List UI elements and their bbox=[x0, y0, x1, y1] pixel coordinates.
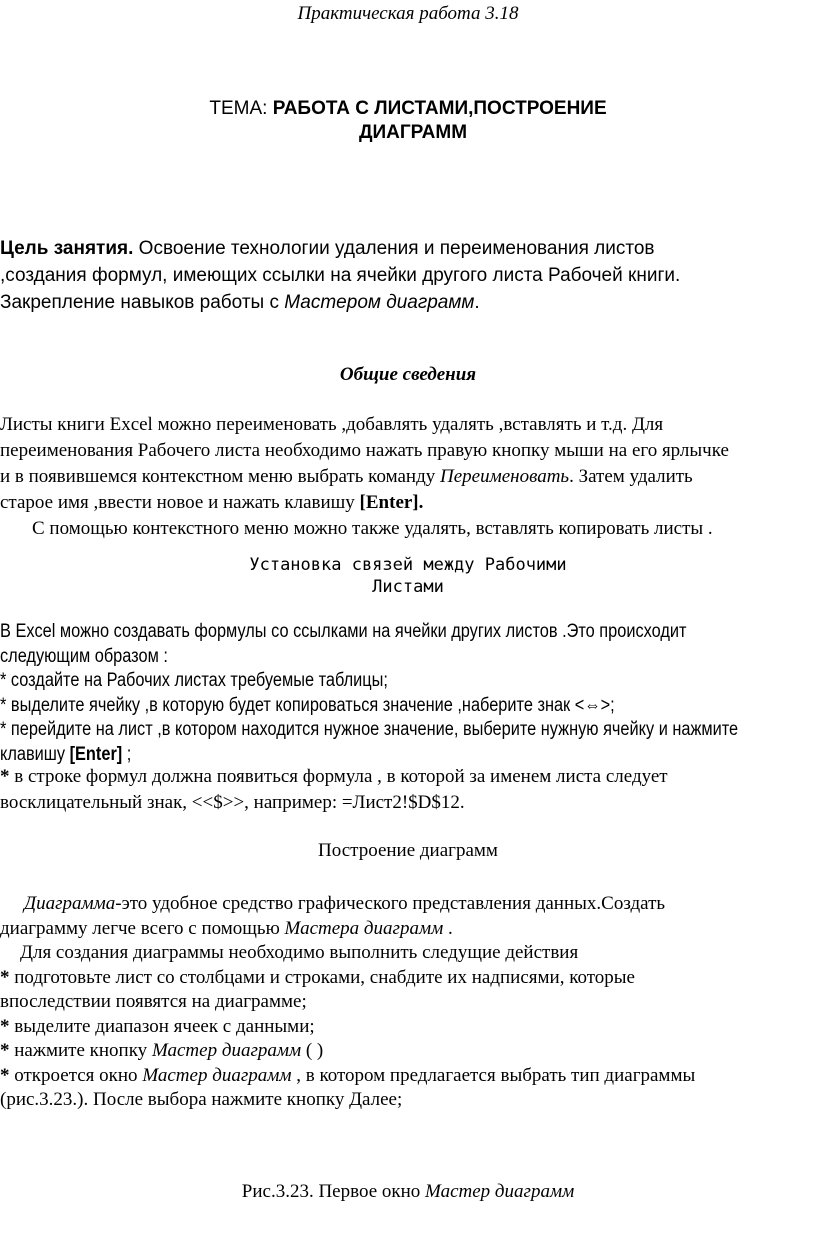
goal-block bbox=[0, 235, 680, 316]
topic-prefix: ТЕМА: bbox=[209, 98, 273, 119]
charts-line-1: Диаграмма-это удобное средство графического представления данных.Создать bbox=[24, 893, 666, 914]
links-line-6: клавишу [Enter] ; bbox=[0, 743, 132, 765]
general-line-5: С помощью контекстного меню можно также удалять, вставлять копировать листы . bbox=[32, 518, 713, 539]
page-header-title: Практическая работа 3.18 bbox=[297, 3, 519, 24]
charts-section bbox=[0, 892, 695, 1113]
links-line-8: восклицательный знак, <<$>>, например: =Лист2!$D$12. bbox=[0, 792, 465, 813]
goal-line-2: ,создания формул, имеющих ссылки на ячейки другого листа Рабочей книги. bbox=[0, 265, 681, 286]
goal-line-1: Цель занятия. Освоение технологии удаления и переименования листов bbox=[0, 238, 655, 259]
links-section bbox=[0, 620, 816, 767]
links-line-1: В Excel можно создавать формулы со ссылками на ячейки других листов .Это происходит bbox=[0, 621, 687, 642]
charts-line-4: * подготовьте лист со столбцами и строками, снабдите их надписями, которые bbox=[0, 966, 635, 988]
charts-line-6: * выделите диапазон ячеек с данными; bbox=[0, 1015, 315, 1037]
general-heading: Общие сведения bbox=[339, 364, 477, 385]
links-heading-line-1: Установка связей между Рабочими bbox=[249, 555, 567, 575]
links-serif-lines bbox=[0, 764, 668, 816]
general-line-2: переименования Рабочего листа необходимо нажать правую кнопку мыши на его ярлычке bbox=[0, 440, 729, 461]
general-line-1: Листы книги Excel можно переименовать ,добавлять удалять ,вставлять и т.д. Для bbox=[0, 414, 664, 435]
charts-line-3: Для создания диаграммы необходимо выполнить следущие действия bbox=[20, 942, 579, 963]
links-line-5: * перейдите на лист ,в котором находится нужное значение, выберите нужную ячейку и нажмите bbox=[0, 719, 739, 740]
charts-heading: Построение диаграмм bbox=[318, 840, 498, 861]
goal-label: Цель занятия. bbox=[0, 238, 134, 259]
charts-line-5: впоследствии появятся на диаграмме; bbox=[0, 991, 307, 1012]
links-heading bbox=[0, 554, 816, 598]
charts-line-7: * нажмите кнопку Мастер диаграмм ( ) bbox=[0, 1040, 324, 1061]
topic-block bbox=[0, 97, 816, 145]
links-line-7: * в строке формул должна появиться формула , в которой за именем листа следует bbox=[0, 766, 668, 787]
general-paragraph bbox=[0, 412, 729, 542]
figure-caption: Рис.3.23. Первое окно Мастер диаграмм bbox=[241, 1181, 575, 1202]
goal-line-3: Закрепление навыков работы с Мастером диаграмм. bbox=[0, 292, 480, 313]
general-line-4: старое имя ,ввести новое и нажать клавишу [Enter]. bbox=[0, 492, 424, 513]
general-line-3: и в появившемся контекстном меню выбрать команду Переименовать. Затем удалить bbox=[0, 466, 693, 487]
links-line-4: * выделите ячейку ,в которую будет копироваться значение ,наберите знак <⇔>; bbox=[0, 694, 615, 716]
links-heading-line-2: Листами bbox=[372, 577, 444, 597]
links-line-3: * создайте на Рабочих листах требуемые таблицы; bbox=[0, 670, 388, 691]
topic-line-1 bbox=[0, 97, 816, 121]
charts-line-9: (рис.3.23.). После выбора нажмите кнопку Далее; bbox=[0, 1089, 403, 1110]
topic-line-2 bbox=[0, 121, 816, 145]
topic-title-2: ДИАГРАММ bbox=[358, 122, 468, 143]
charts-line-2: диаграмму легче всего с помощью Мастера диаграмм . bbox=[0, 917, 453, 939]
topic-title-1: РАБОТА С ЛИСТАМИ,ПОСТРОЕНИЕ bbox=[272, 98, 607, 119]
links-line-2: следующим образом : bbox=[0, 645, 168, 667]
charts-line-8: * откроется окно Мастер диаграмм , в котором предлагается выбрать тип диаграммы bbox=[0, 1064, 696, 1086]
